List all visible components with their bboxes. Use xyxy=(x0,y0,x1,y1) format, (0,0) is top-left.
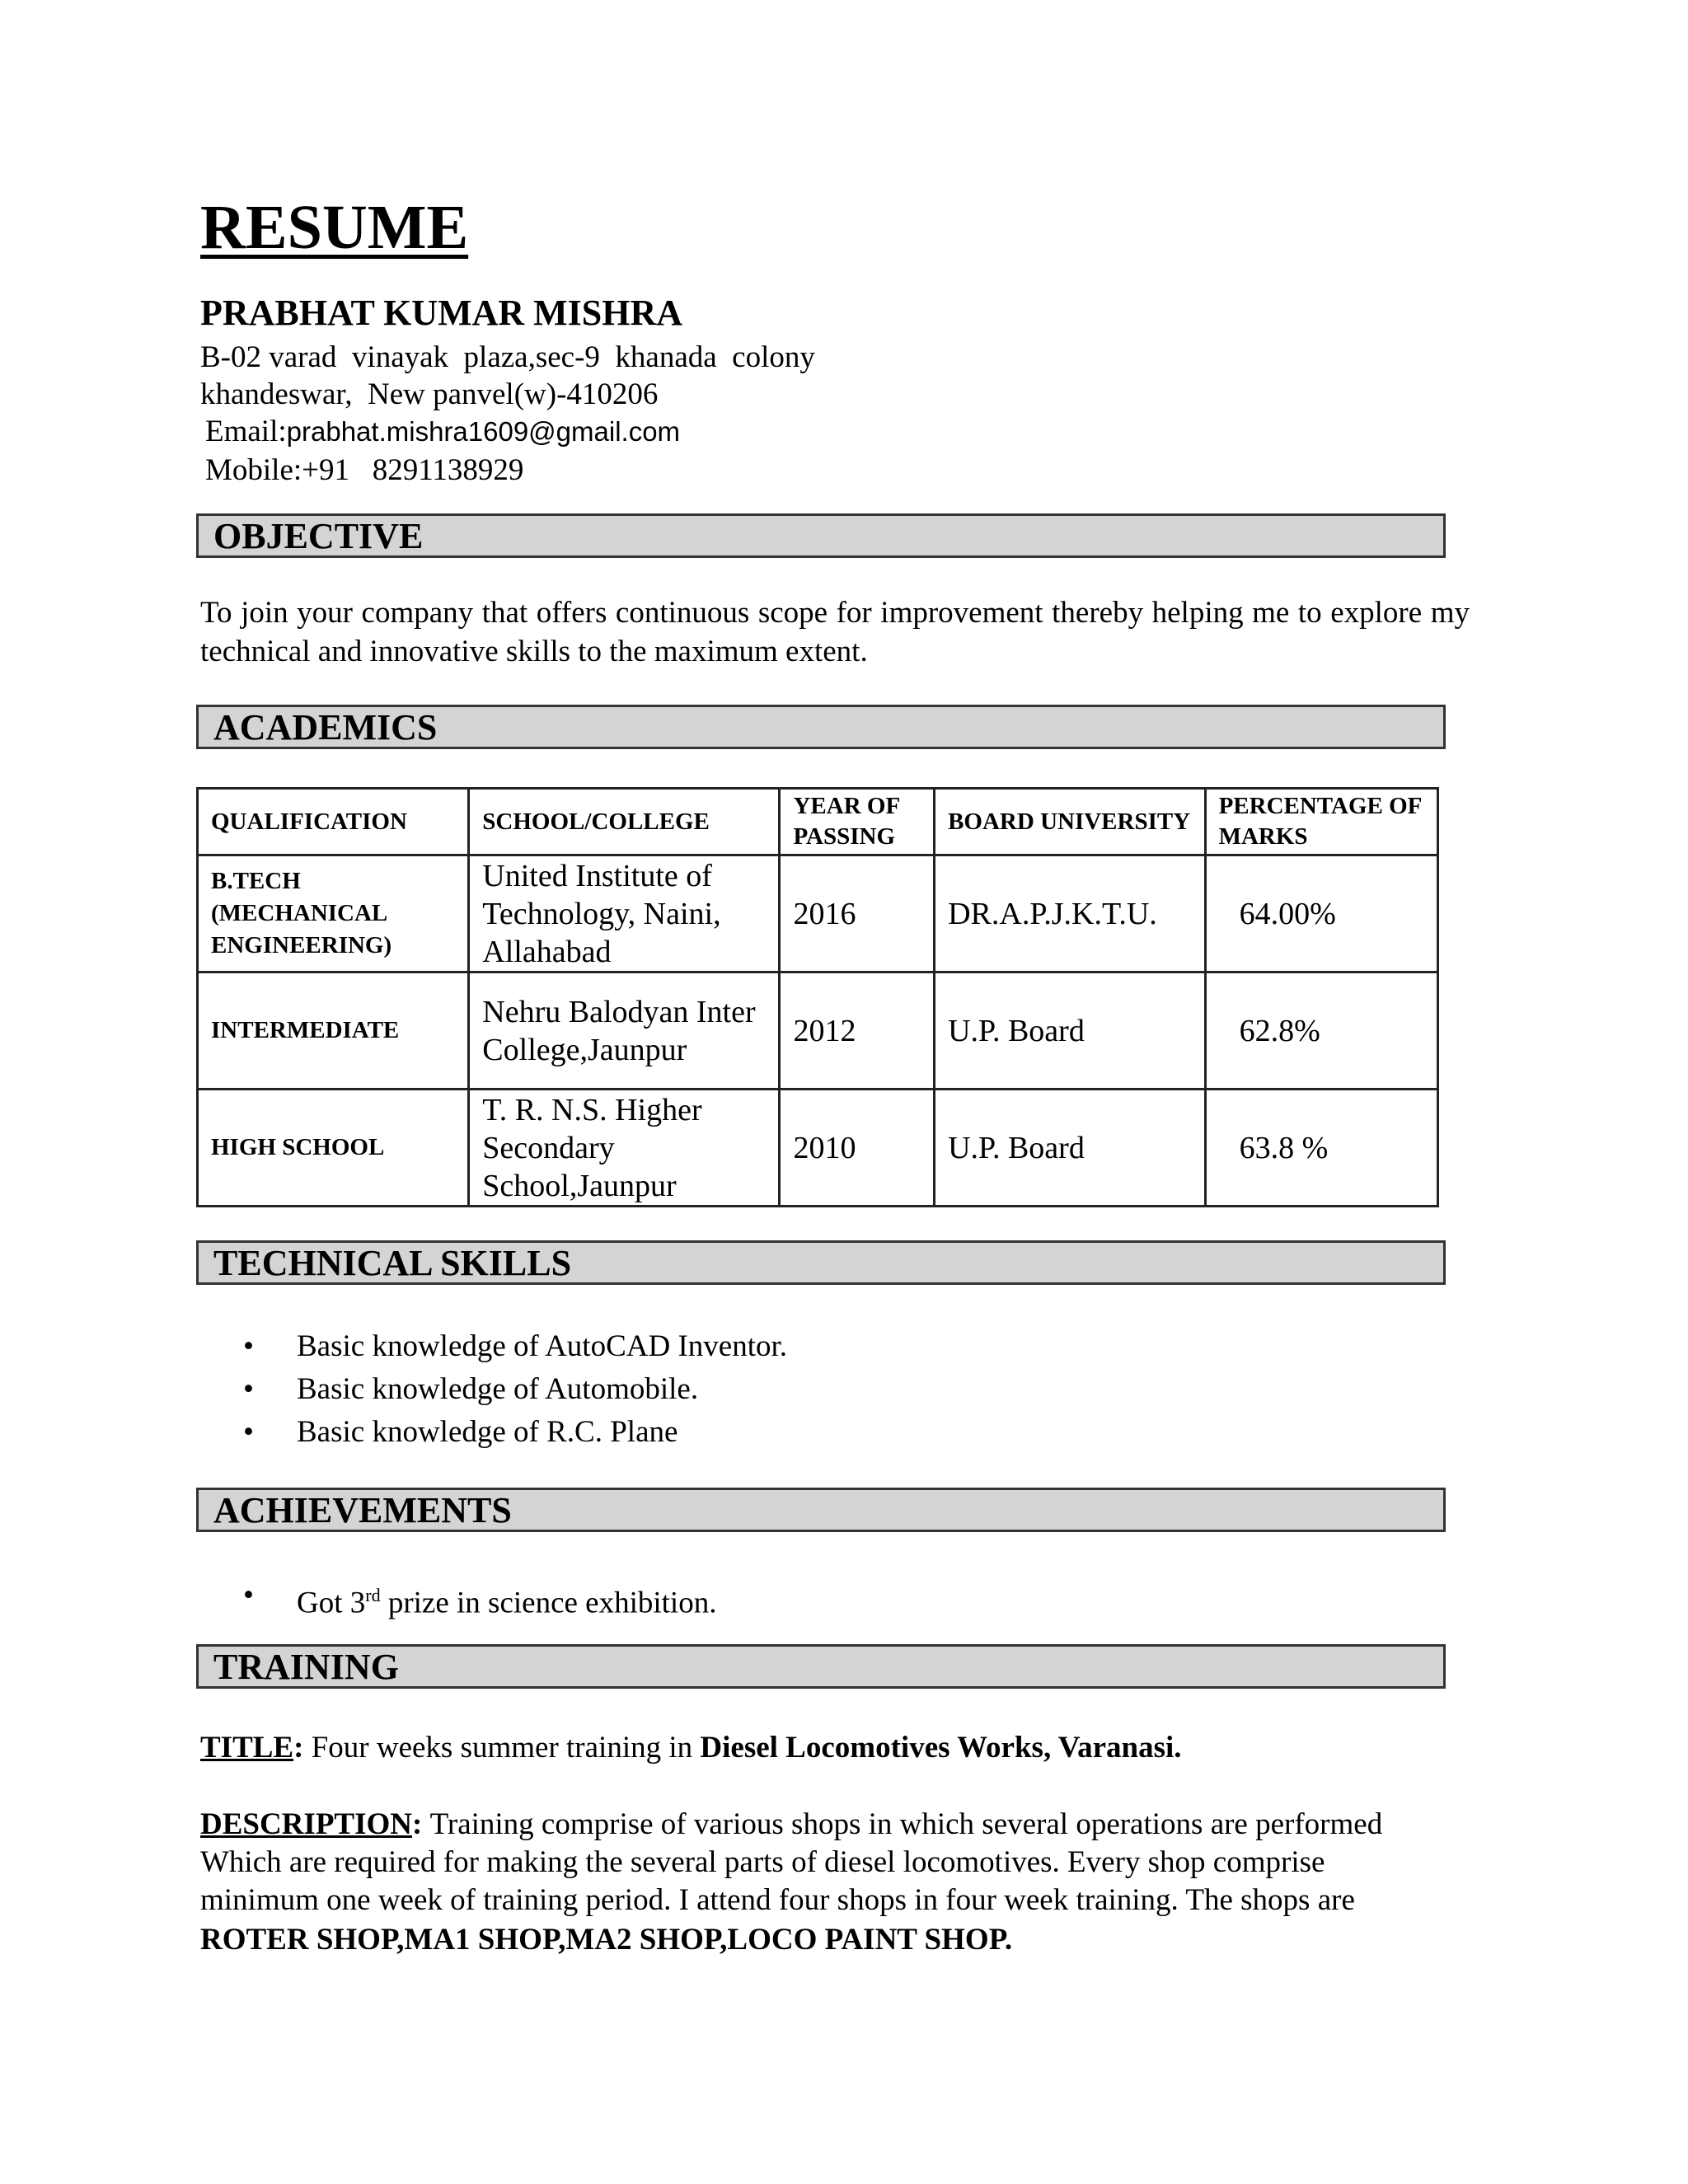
achievements-heading: ACHIEVEMENTS xyxy=(213,1490,512,1530)
list-item xyxy=(243,1574,716,1624)
technical-skills-heading: TECHNICAL SKILLS xyxy=(213,1243,572,1283)
academics-header xyxy=(196,705,1446,749)
skill-text: Basic knowledge of Automobile. xyxy=(297,1372,699,1406)
bullet-icon: • xyxy=(243,1415,254,1449)
list-item xyxy=(243,1325,787,1368)
skill-text: Basic knowledge of AutoCAD Inventor. xyxy=(297,1329,787,1363)
qualification-cell: INTERMEDIATE xyxy=(198,972,469,1090)
objective-heading: OBJECTIVE xyxy=(213,516,424,556)
column-header: YEAR OF PASSING xyxy=(780,789,935,855)
address-line-1: B-02 varad vinayak plaza,sec-9 khanada colony xyxy=(200,340,815,374)
list-item xyxy=(243,1368,787,1411)
column-header: BOARD UNIVERSITY xyxy=(935,789,1205,855)
academics-table xyxy=(196,787,1439,1207)
percent-cell: 64.00% xyxy=(1205,855,1437,972)
board-cell: DR.A.P.J.K.T.U. xyxy=(935,855,1205,972)
objective-text: To join your company that offers continuous scope for improvement thereby helping me to explore my technical and innovative skills to the maximum extent. xyxy=(200,596,1470,668)
training-title-bold: Diesel Locomotives Works, Varanasi. xyxy=(700,1731,1182,1765)
achievement-prefix: Got 3 xyxy=(297,1586,366,1620)
school-cell: T. R. N.S. Higher Secondary School,Jaunpur xyxy=(469,1090,780,1207)
year-cell: 2016 xyxy=(780,855,935,972)
achievements-header xyxy=(196,1488,1446,1532)
technical-skills-header xyxy=(196,1240,1446,1285)
table-row xyxy=(198,972,1438,1090)
year-cell: 2012 xyxy=(780,972,935,1090)
qualification-cell: B.TECH (MECHANICAL ENGINEERING) xyxy=(198,855,469,972)
qualification-cell: HIGH SCHOOL xyxy=(198,1090,469,1207)
address-line-2: khandeswar, New panvel(w)-410206 xyxy=(200,377,659,411)
training-title-text: Four weeks summer training in xyxy=(311,1731,701,1765)
objective-header xyxy=(196,513,1446,558)
training-description-line-2: Which are required for making the several parts of diesel locomotives. Every shop comprise xyxy=(200,1845,1325,1879)
achievement-sup: rd xyxy=(365,1585,381,1605)
bullet-icon: • xyxy=(243,1372,254,1406)
technical-skills-list xyxy=(243,1325,787,1454)
email-address: prabhat.mishra1609@gmail.com xyxy=(286,416,681,447)
academics-heading: ACADEMICS xyxy=(213,707,438,748)
training-heading: TRAINING xyxy=(213,1647,399,1687)
mobile-line: Mobile:+91 8291138929 xyxy=(205,453,524,487)
training-shops: ROTER SHOP,MA1 SHOP,MA2 SHOP,LOCO PAINT SHOP. xyxy=(200,1923,1013,1957)
table-row xyxy=(198,855,1438,972)
training-description-line-3: minimum one week of training period. I attend four shops in four week training. The shops are xyxy=(200,1883,1355,1917)
board-cell: U.P. Board xyxy=(935,972,1205,1090)
bullet-icon: • xyxy=(243,1329,254,1363)
column-header: SCHOOL/COLLEGE xyxy=(469,789,780,855)
training-description-line-1: DESCRIPTION: Training comprise of various shops in which several operations are performed xyxy=(200,1807,1383,1841)
skill-text: Basic knowledge of R.C. Plane xyxy=(297,1415,678,1449)
board-cell: U.P. Board xyxy=(935,1090,1205,1207)
school-cell: Nehru Balodyan Inter College,Jaunpur xyxy=(469,972,780,1090)
column-header: PERCENTAGE OF MARKS xyxy=(1205,789,1437,855)
table-header-row xyxy=(198,789,1438,855)
column-header: QUALIFICATION xyxy=(198,789,469,855)
training-title-label: TITLE xyxy=(200,1731,294,1765)
training-title-line: TITLE: Four weeks summer training in Diesel Locomotives Works, Varanasi. xyxy=(200,1731,1182,1765)
candidate-name: PRABHAT KUMAR MISHRA xyxy=(200,293,683,333)
training-description-label: DESCRIPTION xyxy=(200,1807,412,1841)
achievement-suffix: prize in science exhibition. xyxy=(380,1586,717,1620)
resume-title: RESUME xyxy=(200,193,469,262)
email-label: Email: xyxy=(205,415,287,448)
percent-cell: 63.8 % xyxy=(1205,1090,1437,1207)
table-row xyxy=(198,1090,1438,1207)
training-header xyxy=(196,1644,1446,1689)
percent-cell: 62.8% xyxy=(1205,972,1437,1090)
list-item xyxy=(243,1411,787,1454)
training-description-text-1: Training comprise of various shops in which several operations are performed xyxy=(429,1807,1383,1841)
bullet-icon: • xyxy=(243,1578,254,1612)
year-cell: 2010 xyxy=(780,1090,935,1207)
achievements-list xyxy=(243,1574,716,1624)
email-line xyxy=(205,416,680,447)
school-cell: United Institute of Technology, Naini, Allahabad xyxy=(469,855,780,972)
